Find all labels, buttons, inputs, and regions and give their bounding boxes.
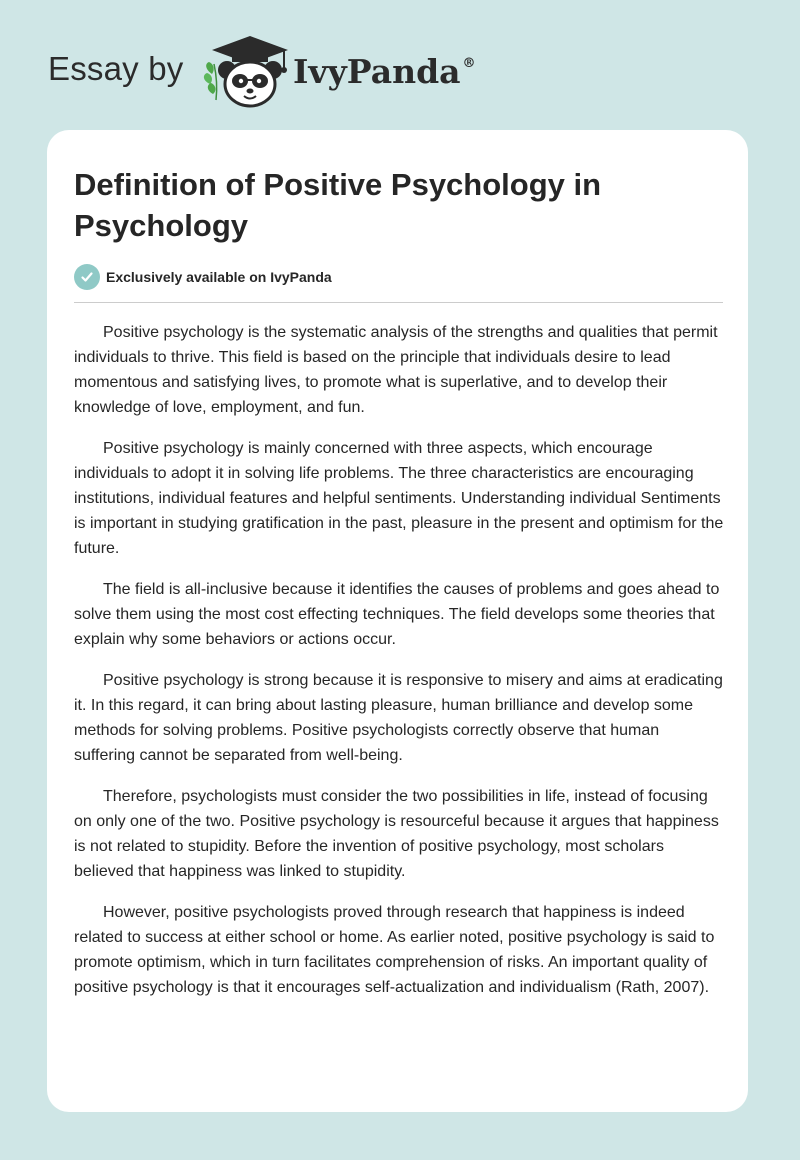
paragraph: Positive psychology is mainly concerned with three aspects, which encourage individuals to adopt it in solving life problems. The three characteristics are encouraging institutions, individual features and helpful sentiments. Understanding individual Sentiments is important in studying gratification in the past, pleasure in the present and optimism for the future. bbox=[74, 440, 724, 557]
registered-mark: ® bbox=[462, 56, 476, 71]
brand-name[interactable] bbox=[293, 52, 476, 91]
paragraph: However, positive psychologists proved through research that happiness is indeed related to success at either school or home. As earlier noted, positive psychology is said to promote optimism, which in turn facilitates comprehension of risks. An important quality of positive psychology is that it encourages self-actualization and individualism (Rath, 2007). bbox=[74, 904, 715, 996]
paragraph: Positive psychology is the systematic analysis of the strengths and qualities that permit individuals to thrive. This field is based on the principle that individuals desire to lead momentous and satisfying lives, to promote what is superlative, and to develop their knowledge of love, employment, and fun. bbox=[74, 324, 718, 416]
checkmark-icon bbox=[74, 264, 100, 290]
divider bbox=[74, 302, 723, 303]
essay-card bbox=[47, 130, 748, 1112]
paragraph: Therefore, psychologists must consider the two possibilities in life, instead of focusing on only one of the two. Positive psychology is resourceful because it argues that happiness is not related to stupidity. Before the invention of positive psychology, most scholars believed that happiness was linked to stupidity. bbox=[74, 788, 719, 880]
essay-title: Definition of Positive Psychology in Psychology bbox=[74, 167, 602, 243]
page-header bbox=[0, 0, 800, 130]
essay-by-label: Essay by bbox=[48, 50, 184, 87]
brand-text: IvyPanda bbox=[293, 52, 461, 91]
essay-body bbox=[74, 320, 724, 1016]
exclusive-badge bbox=[74, 264, 332, 290]
paragraph: Positive psychology is strong because it is responsive to misery and aims at eradicating it. In this regard, it can bring about lasting pleasure, human brilliance and develop some methods for solving problems. Positive psychologists correctly observe that human suffering cannot be separated from well-being. bbox=[74, 672, 723, 764]
paragraph: The field is all-inclusive because it identifies the causes of problems and goes ahead to solve them using the most cost effecting techniques. The field develops some theories that explain why some behaviors or actions occur. bbox=[74, 581, 720, 648]
exclusive-badge-label: Exclusively available on IvyPanda bbox=[106, 269, 332, 285]
panda-logo-icon[interactable] bbox=[200, 34, 300, 114]
